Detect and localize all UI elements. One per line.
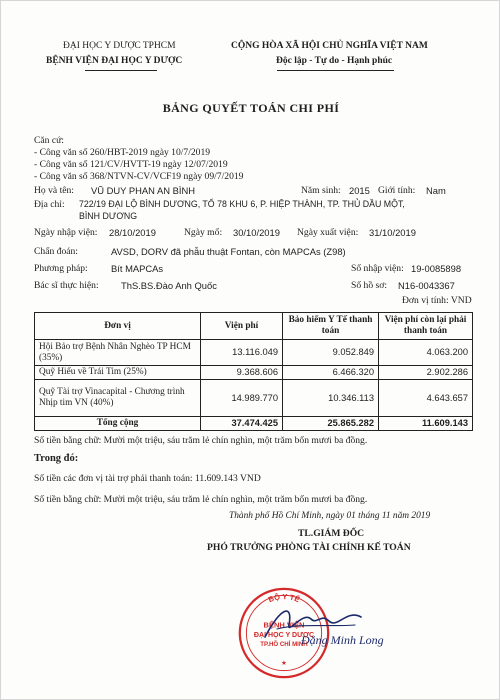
method-label: Phương pháp: <box>34 263 88 274</box>
col-header-insurance: Bảo hiểm Y Tế thanh toán <box>283 313 379 340</box>
birth-year-label: Năm sinh: <box>301 185 341 196</box>
record-no-label: Số hồ sơ: <box>351 280 387 291</box>
address-label: Địa chỉ: <box>34 199 65 210</box>
total-insurance: 25.865.282 <box>283 417 379 431</box>
row-remaining: 4.643.657 <box>379 380 473 417</box>
gender-label: Giới tính: <box>378 185 416 196</box>
address-line-2: BÌNH DƯƠNG <box>79 211 138 221</box>
discharge-date: 31/10/2019 <box>369 227 416 238</box>
patient-name: VŨ DUY PHAN AN BÌNH <box>91 185 196 196</box>
row-unit: Quỹ Hiểu về Trái Tim (25%) <box>35 366 201 380</box>
signer-name: Đặng Minh Long <box>301 633 384 647</box>
header-motto: Độc lập - Tự do - Hạnh phúc <box>276 56 393 66</box>
discharge-date-label: Ngày xuất viện: <box>297 227 359 238</box>
seal-ring-text: BỘ Y TẾ <box>267 592 302 605</box>
row-fee: 13.116.049 <box>201 340 283 366</box>
basis-label: Căn cứ: <box>34 135 64 146</box>
row-insurance: 6.466.320 <box>283 366 379 380</box>
recap-label: Trong đó: <box>34 453 79 464</box>
row-fee: 14.989.770 <box>201 380 283 417</box>
admit-date: 28/10/2019 <box>109 227 156 238</box>
row-unit: Hội Bảo trợ Bệnh Nhân Nghèo TP HCM (35%) <box>35 340 201 366</box>
header-right-underline <box>277 70 394 71</box>
birth-year: 2015 <box>349 185 370 196</box>
header-org-parent: ĐẠI HỌC Y DƯỢC TPHCM <box>63 41 176 51</box>
seal-star: ★ <box>281 659 287 667</box>
diagnosis: AVSD, DORV đã phẫu thuật Fontan, còn MAPCAs (Z98) <box>111 246 346 257</box>
basis-item: - Công văn số 368/NTVN-CV/VCF19 ngày 09/7/2019 <box>34 171 244 182</box>
surgery-date-label: Ngày mổ: <box>184 227 223 238</box>
surgery-date: 30/10/2019 <box>233 227 280 238</box>
place-date: Thành phố Hồ Chí Minh, ngày 01 tháng 11 năm 2019 <box>229 511 431 521</box>
basis-item: - Công văn số 260/HBT-2019 ngày 10/7/2019 <box>34 147 211 158</box>
record-no: N16-0043367 <box>398 280 455 291</box>
method: Bít MAPCAs <box>111 263 164 274</box>
signer-role-1: TL.GIÁM ĐỐC <box>298 528 365 539</box>
col-header-remaining: Viện phí còn lại phải thanh toán <box>379 313 473 340</box>
total-label: Tổng cộng <box>35 417 201 431</box>
cost-table <box>34 312 473 431</box>
total-fee: 37.474.425 <box>201 417 283 431</box>
page-title: BẢNG QUYẾT TOÁN CHI PHÍ <box>162 101 340 115</box>
table-row <box>35 340 473 366</box>
table-row <box>35 380 473 417</box>
diagnosis-label: Chẩn đoán: <box>34 246 78 257</box>
amount-in-words: Số tiền bằng chữ: Mười một triệu, sáu trăm lẻ chín nghìn, một trăm bốn mươi ba đồng. <box>34 435 368 446</box>
row-remaining: 2.902.286 <box>379 366 473 380</box>
seal-center-text: TP.HỒ CHÍ MINH <box>260 641 308 649</box>
address-line-1: 722/19 ĐẠI LỘ BÌNH DƯƠNG, TỔ 78 KHU 6, P. HIỆP THÀNH, TP. THỦ DẦU MỘT, <box>79 199 405 209</box>
table-row <box>35 366 473 380</box>
basis-item: - Công văn số 121/CV/HVTT-19 ngày 12/07/2019 <box>34 159 228 170</box>
table-total-row <box>35 417 473 431</box>
doctor-label: Bác sĩ thực hiện: <box>34 280 99 291</box>
total-remaining: 11.609.143 <box>379 417 473 431</box>
row-insurance: 10.346.113 <box>283 380 379 417</box>
col-header-unit: Đơn vị <box>35 313 201 340</box>
row-remaining: 4.063.200 <box>379 340 473 366</box>
header-org-hospital: BỆNH VIỆN ĐẠI HỌC Y DƯỢC <box>46 56 183 66</box>
header-country: CỘNG HÒA XÃ HỘI CHỦ NGHĨA VIỆT NAM <box>231 41 428 51</box>
gender: Nam <box>426 185 446 196</box>
seal-center-text: BỆNH VIỆN <box>263 620 305 630</box>
table-header-row <box>35 313 473 340</box>
header-left-underline <box>85 70 157 71</box>
row-unit: Quỹ Tài trợ Vinacapital - Chương trình Nhịp tim VN (40%) <box>35 380 201 417</box>
admit-date-label: Ngày nhập viện: <box>34 227 98 238</box>
seal-center-text: ĐẠI HỌC Y DƯỢC <box>253 631 315 639</box>
signer-role-2: PHÓ TRƯỞNG PHÒNG TÀI CHÍNH KẾ TOÁN <box>207 542 411 553</box>
patient-name-label: Họ và tên: <box>34 185 74 196</box>
row-fee: 9.368.606 <box>201 366 283 380</box>
admission-no: 19-0085898 <box>411 263 462 274</box>
currency-unit: Đơn vị tính: VND <box>402 295 472 306</box>
sponsor-amount: Số tiền các đơn vị tài trợ phải thanh toán: 11.609.143 VND <box>34 473 261 484</box>
doctor: ThS.BS.Đào Anh Quốc <box>121 280 217 291</box>
amount-in-words-repeat: Số tiền bằng chữ: Mười một triệu, sáu trăm lẻ chín nghìn, một trăm bốn mươi ba đồng. <box>34 494 368 505</box>
admission-no-label: Số nhập viện: <box>351 263 404 274</box>
col-header-fee: Viện phí <box>201 313 283 340</box>
row-insurance: 9.052.849 <box>283 340 379 366</box>
